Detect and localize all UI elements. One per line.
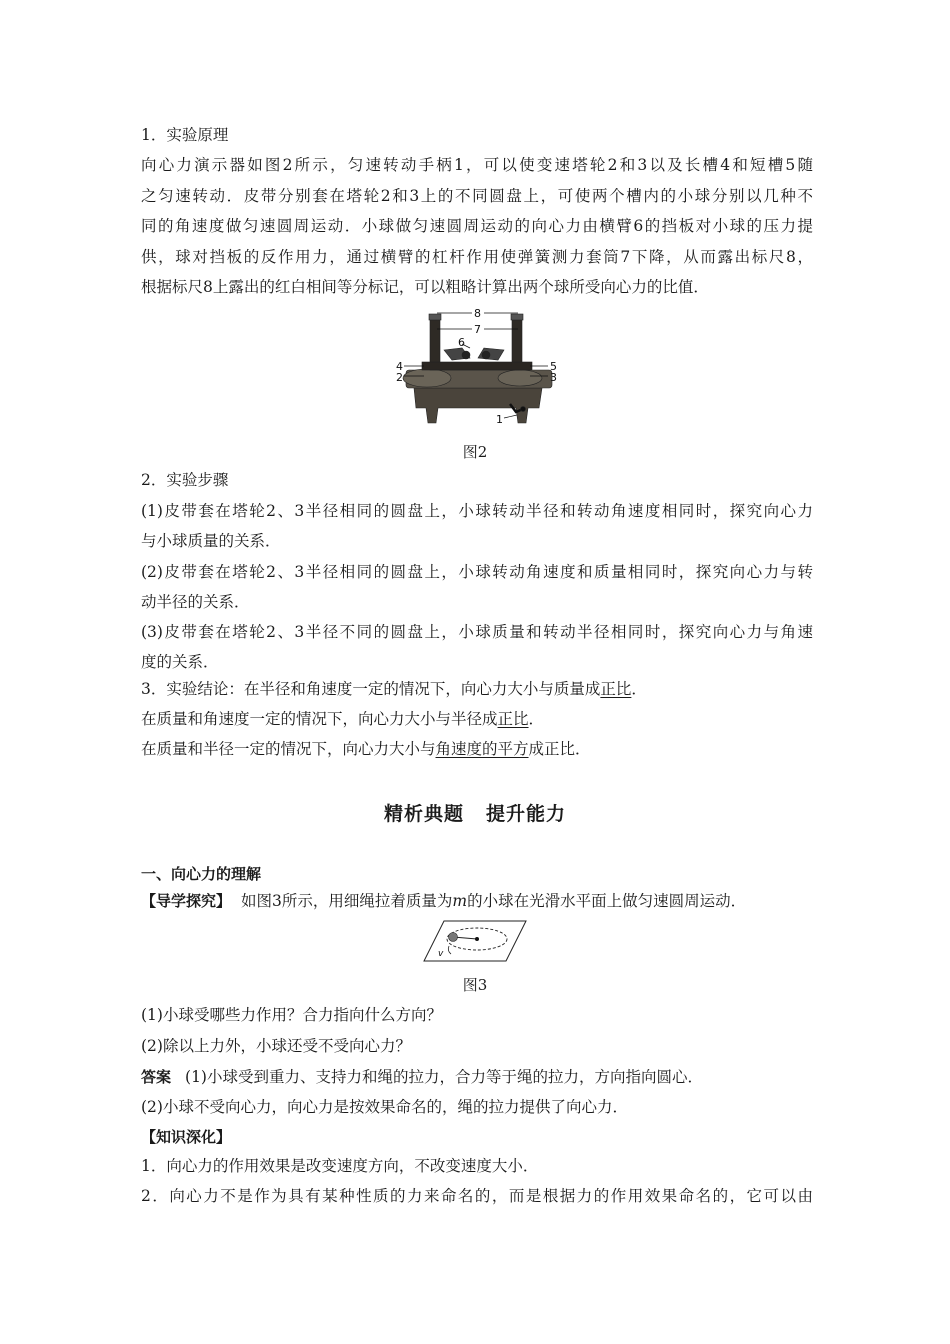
section-title: 精析典题 提升能力	[383, 803, 567, 825]
steps-line: 动半径的关系．	[141, 593, 250, 611]
steps-line: (3)皮带套在塔轮2、3半径不同的圆盘上，小球质量和转动半径相同时，探究向心力与角速	[141, 623, 813, 641]
guide-tag: 【导学探究】	[141, 892, 232, 910]
principle-line: 向心力演示器如图2所示，匀速转动手柄1，可以使变速塔轮2和3以及长槽4和短槽5随	[141, 156, 813, 174]
fig2-label-2: 2	[396, 371, 403, 384]
knowledge-1: 1．向心力的作用效果是改变速度方向，不改变速度大小．	[141, 1157, 539, 1175]
answer-blank: 正比	[600, 680, 632, 698]
answer-tag: 答案	[141, 1068, 172, 1086]
answer-1: 答案 (1)小球受到重力、支持力和绳的拉力，合力等于绳的拉力，方向指向圆心．	[141, 1068, 703, 1086]
fig3-velocity-label: v	[438, 949, 444, 959]
figure-3-diagram	[422, 918, 528, 964]
fig2-label-6: 6	[458, 336, 465, 349]
principle-line: 供，球对挡板的反作用力，通过横臂的杠杆作用使弹簧测力套筒7下降，从而露出标尺8，	[141, 248, 813, 266]
principle-line: 之匀速转动．皮带分别套在塔轮2和3上的不同圆盘上，可使两个槽内的小球分别以几种不	[141, 187, 813, 205]
conclusion-line-1: 3．实验结论：在半径和角速度一定的情况下，向心力大小与质量成正比．	[141, 680, 647, 698]
deepen-tag: 【知识深化】	[141, 1128, 232, 1146]
fig2-label-7: 7	[474, 323, 481, 336]
conclusion-line-2: 在质量和角速度一定的情况下，向心力大小与半径成正比．	[141, 710, 545, 728]
fig2-label-1: 1	[496, 413, 503, 426]
principle-heading: 1．实验原理	[141, 126, 229, 144]
principle-line: 同的角速度做匀速圆周运动．小球做匀速圆周运动的向心力由横臂6的挡板对小球的压力提	[141, 217, 813, 235]
fig2-label-8: 8	[474, 308, 481, 320]
knowledge-2: 2．向心力不是作为具有某种性质的力来命名的，而是根据力的作用效果命名的，它可以由	[141, 1187, 813, 1205]
part1-heading: 一、向心力的理解	[141, 865, 262, 883]
figure-3-caption: 图3	[462, 976, 488, 994]
figure-2-caption: 图2	[462, 443, 488, 461]
steps-heading: 2．实验步骤	[141, 471, 229, 489]
steps-line: (1)皮带套在塔轮2、3半径相同的圆盘上，小球转动半径和转动角速度相同时，探究向心力	[141, 502, 813, 520]
answer-blank: 角速度的平方	[435, 740, 529, 758]
steps-line: (2)皮带套在塔轮2、3半径相同的圆盘上，小球转动角速度和质量相同时，探究向心力与转	[141, 563, 813, 581]
fig2-label-5: 5	[550, 360, 557, 373]
fig2-label-3: 3	[550, 371, 557, 384]
principle-line: 根据标尺8上露出的红白相间等分标记，可以粗略计算出两个球所受向心力的比值．	[141, 278, 709, 296]
answer-blank: 正比	[497, 710, 529, 728]
conclusion-line-3: 在质量和半径一定的情况下，向心力大小与角速度的平方成正比．	[141, 740, 591, 758]
question-1: (1)小球受哪些力作用？合力指向什么方向？	[141, 1006, 442, 1024]
answer-2: (2)小球不受向心力，向心力是按效果命名的，绳的拉力提供了向心力．	[141, 1098, 628, 1116]
figure-2-apparatus	[392, 308, 562, 430]
guide-paragraph: 【导学探究】 如图3所示，用细绳拉着质量为m的小球在光滑水平面上做匀速圆周运动．	[141, 892, 747, 910]
question-2: (2)除以上力外，小球还受不受向心力？	[141, 1037, 411, 1055]
steps-line: 度的关系．	[141, 653, 219, 671]
fig2-label-4: 4	[396, 360, 403, 373]
steps-line: 与小球质量的关系．	[141, 532, 281, 550]
